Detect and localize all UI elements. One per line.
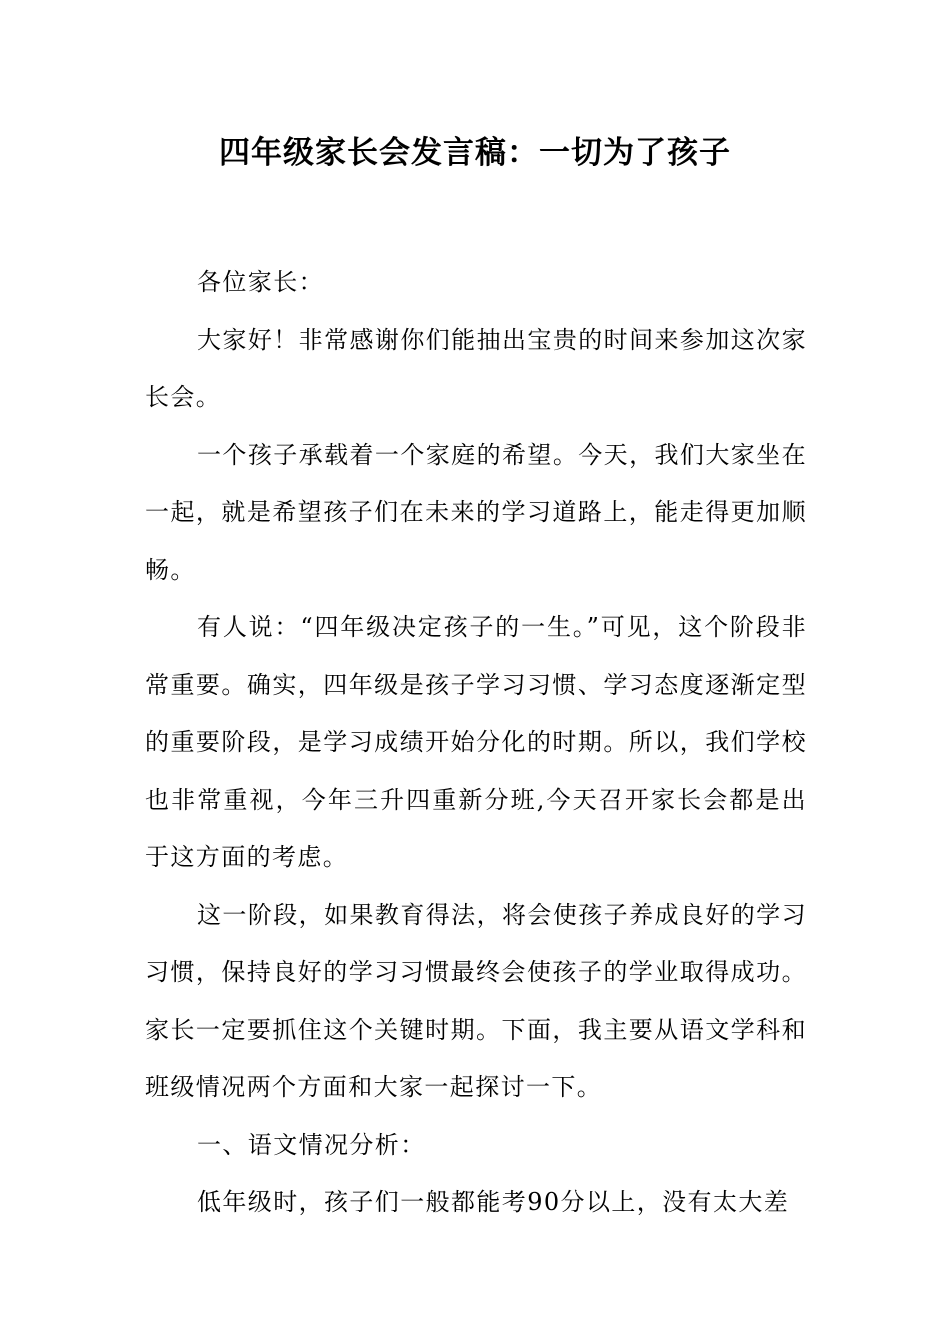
document-body [145, 254, 807, 1232]
section-heading-chinese-analysis: 一、语文情况分析： [197, 1130, 426, 1159]
paragraph-greeting: 大家好！非常感谢你们能抽出宝贵的时间来参加这次家长会。 [145, 325, 807, 411]
paragraph-lower-grades: 低年级时，孩子们一般都能考90分以上，没有太大差 [197, 1188, 790, 1216]
paragraph-hope: 一个孩子承载着一个家庭的希望。今天，我们大家坐在一起，就是希望孩子们在未来的学习道路上，能走得更加顺畅。 [145, 440, 807, 584]
paragraph-salutation: 各位家长： [197, 268, 324, 296]
paragraph-learning-habits: 这一阶段，如果教育得法，将会使孩子养成良好的学习习惯，保持良好的学习习惯最终会使孩子的学业取得成功。家长一定要抓住这个关键时期。下面，我主要从语文学科和班级情况两个方面和大家一起探讨一下。 [145, 900, 807, 1101]
paragraph-grade-four-importance: 有人说：“四年级决定孩子的一生。”可见，这个阶段非常重要。确实，四年级是孩子学习习惯、学习态度逐渐定型的重要阶段，是学习成绩开始分化的时期。所以，我们学校也非常重视，今年三升四重新分班,今天召开家长会都是出于这方面的考虑。 [145, 613, 807, 871]
document-title: 四年级家长会发言稿：一切为了孩子 [219, 135, 731, 171]
